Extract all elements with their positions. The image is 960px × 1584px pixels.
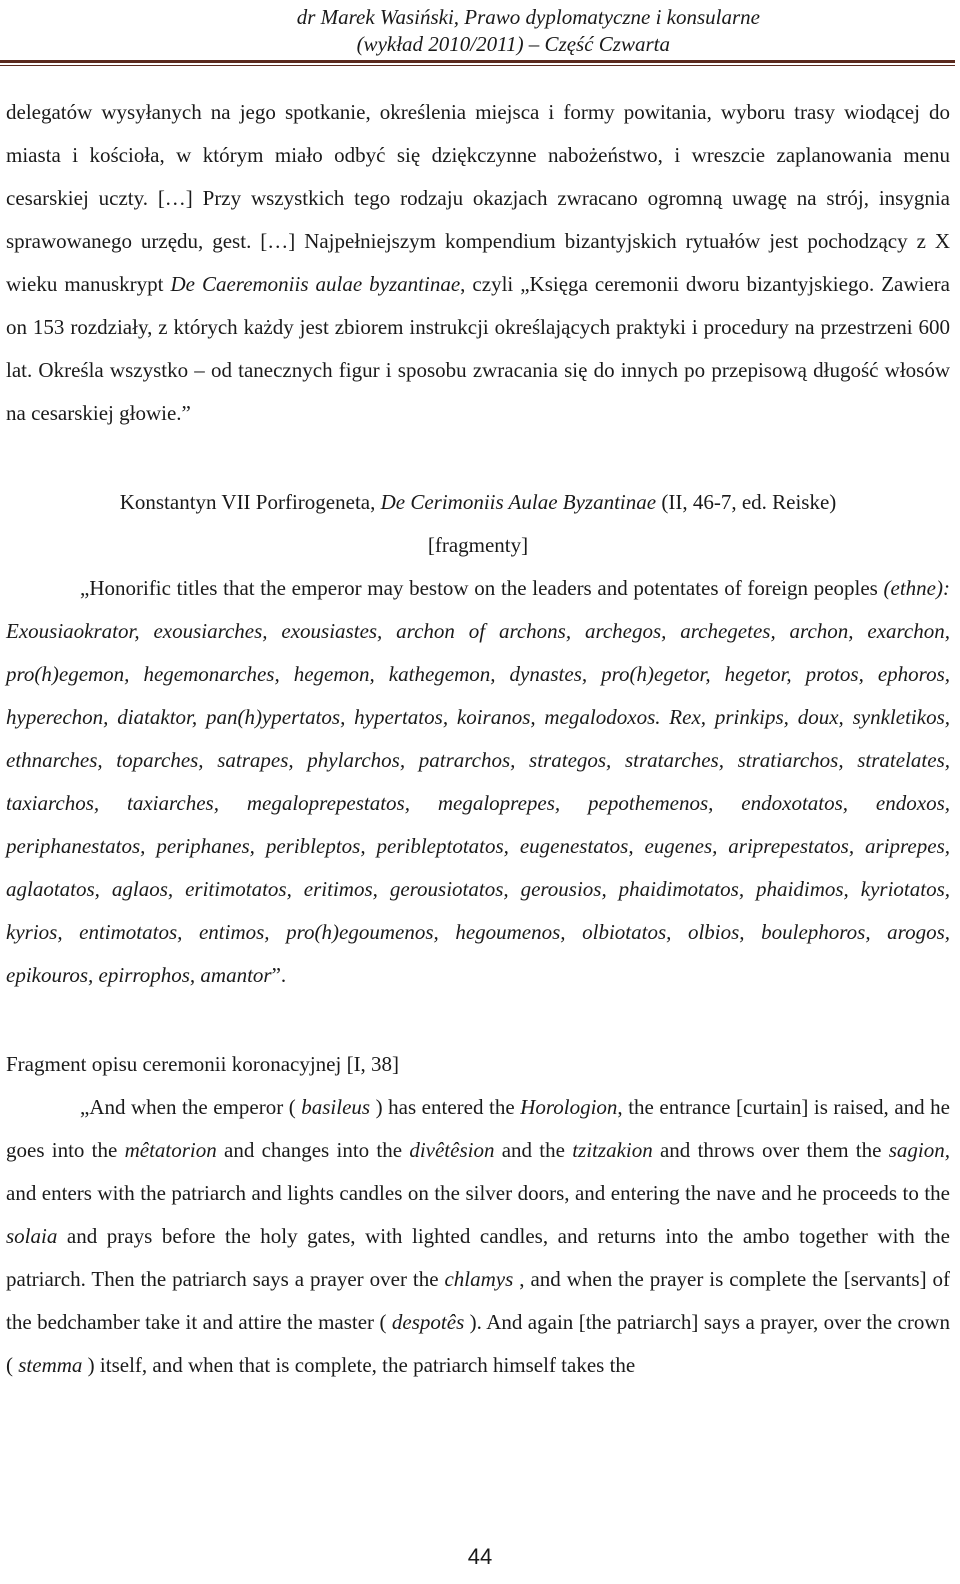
- page-number: 44: [467, 1544, 493, 1569]
- header-rule-thin: [0, 65, 955, 66]
- italic-term: stemma: [18, 1353, 83, 1377]
- text-run: , the entrance [curtain] is raised, and he goes into the: [6, 1095, 950, 1162]
- text-run: ”.: [271, 963, 287, 987]
- source-fragments-label: [fragmenty]: [427, 533, 529, 557]
- italic-title: De Cerimoniis Aulae Byzantinae: [380, 490, 657, 514]
- paragraph-intro: [6, 91, 950, 435]
- paragraph-honorific-titles: [6, 567, 950, 997]
- italic-term: chlamys: [444, 1267, 514, 1291]
- italic-term: despotês: [391, 1310, 465, 1334]
- text-run: and throws over them the: [652, 1138, 889, 1162]
- page-header: [0, 4, 960, 58]
- source-citation: [6, 481, 950, 524]
- section-heading: Fragment opisu ceremonii koronacyjnej [I, 38]: [6, 1052, 400, 1076]
- italic-term: sagion,: [888, 1138, 950, 1162]
- text-run: delegatów wysyłanych na jego spotkanie, określenia miejsca i formy powitania, wyboru trasy wiodącej do miasta i kościoła, w którym miało odbyć się dziękczynne nabożeństwo, i wreszcie zaplanowania menu cesarskiej uczty. […] Przy wszystkich tego rodzaju okazjach zwracano ogromną uwagę na strój, insygnia sprawowanego urzędu, gest. […] Najpełniejszym kompendium bizantyjskich rytuałów jest pochodzący z X wieku manuskrypt: [6, 100, 950, 296]
- text-run: ) has entered the: [370, 1095, 521, 1119]
- header-author-title: dr Marek Wasiński, Prawo dyplomatyczne i konsularne: [296, 5, 760, 29]
- text-run: (II, 46-7, ed. Reiske): [656, 490, 837, 514]
- text-run: , and when the prayer is complete the [servants] of the bedchamber take it and attire the master (: [6, 1267, 950, 1334]
- italic-term: solaia: [6, 1224, 58, 1248]
- text-run: ) itself, and when that is complete, the patriarch himself takes the: [82, 1353, 636, 1377]
- document-body: [6, 91, 950, 1387]
- text-run: and the: [494, 1138, 573, 1162]
- italic-term: mêtatorion: [124, 1138, 217, 1162]
- italic-title-list: (ethne): Exousiaokrator, exousiarches, exousiastes, archon of archons, archegos, archegetes, archon, exarchon, pro(h)egemon, hegemonarches, hegemon, kathegemon, dynastes, pro(h)egetor, hegetor, protos, ephoros, hyperechon, diataktor, pan(h)ypertatos, hypertatos, koiranos, megalodoxos. Rex, prinkips, doux, synkletikos, ethnarches, toparches, satrapes, phylarchos, patrarchos, strategos, stratarches, stratiarchos, stratelates, taxiarchos, taxiarches, megaloprepestatos, megaloprepes, pepothemenos, endoxotatos, endoxos, periphanestatos, periphanes, peribleptos, peribleptotatos, eugenestatos, eugenes, ariprepestatos, ariprepes, aglaotatos, aglaos, eritimotatos, eritimos, gerousiotatos, gerousios, phaidimotatos, phaidimos, kyriotatos, kyrios, entimotatos, entimos, pro(h)egoumenos, hegoumenos, olbiotatos, olbios, boulephoros, arogos, epikouros, epirrophos, amantor: [6, 576, 950, 987]
- text-run: and changes into the: [216, 1138, 410, 1162]
- text-run: ). And again [the patriarch] says a prayer, over the crown (: [6, 1310, 950, 1377]
- text-run: Konstantyn VII Porfirogeneta,: [119, 490, 381, 514]
- italic-title: De Caeremoniis aulae byzantinae: [170, 272, 461, 296]
- text-run: „And when the emperor (: [80, 1095, 302, 1119]
- text-run: , czyli „Księga ceremonii dworu bizantyjskiego. Zawiera on 153 rozdziały, z których każdy jest zbiorem instrukcji określających praktyki i procedury na przestrzeni 600 lat. Określa wszystko – od tanecznych figur i sposobu zwracania się do innych po przepisową długość włosów na cesarskiej głowie.”: [6, 272, 950, 425]
- text-run: „Honorific titles that the emperor may bestow on the leaders and potentates of foreign peoples: [80, 576, 884, 600]
- text-run: and enters with the patriarch and lights candles on the silver doors, and entering the nave and he proceeds to the: [6, 1181, 950, 1205]
- italic-term: Horologion: [520, 1095, 618, 1119]
- paragraph-coronation: [6, 1086, 950, 1387]
- header-rule-thick: [0, 60, 955, 63]
- italic-term: basileus: [301, 1095, 371, 1119]
- header-lecture-part: (wykład 2010/2011) – Część Czwarta: [356, 32, 670, 56]
- text-run: and prays before the holy gates, with lighted candles, and returns into the ambo together with the patriarch. Then the patriarch says a prayer over the: [6, 1224, 950, 1291]
- italic-term: tzitzakion: [572, 1138, 653, 1162]
- italic-term: divêtêsion: [409, 1138, 495, 1162]
